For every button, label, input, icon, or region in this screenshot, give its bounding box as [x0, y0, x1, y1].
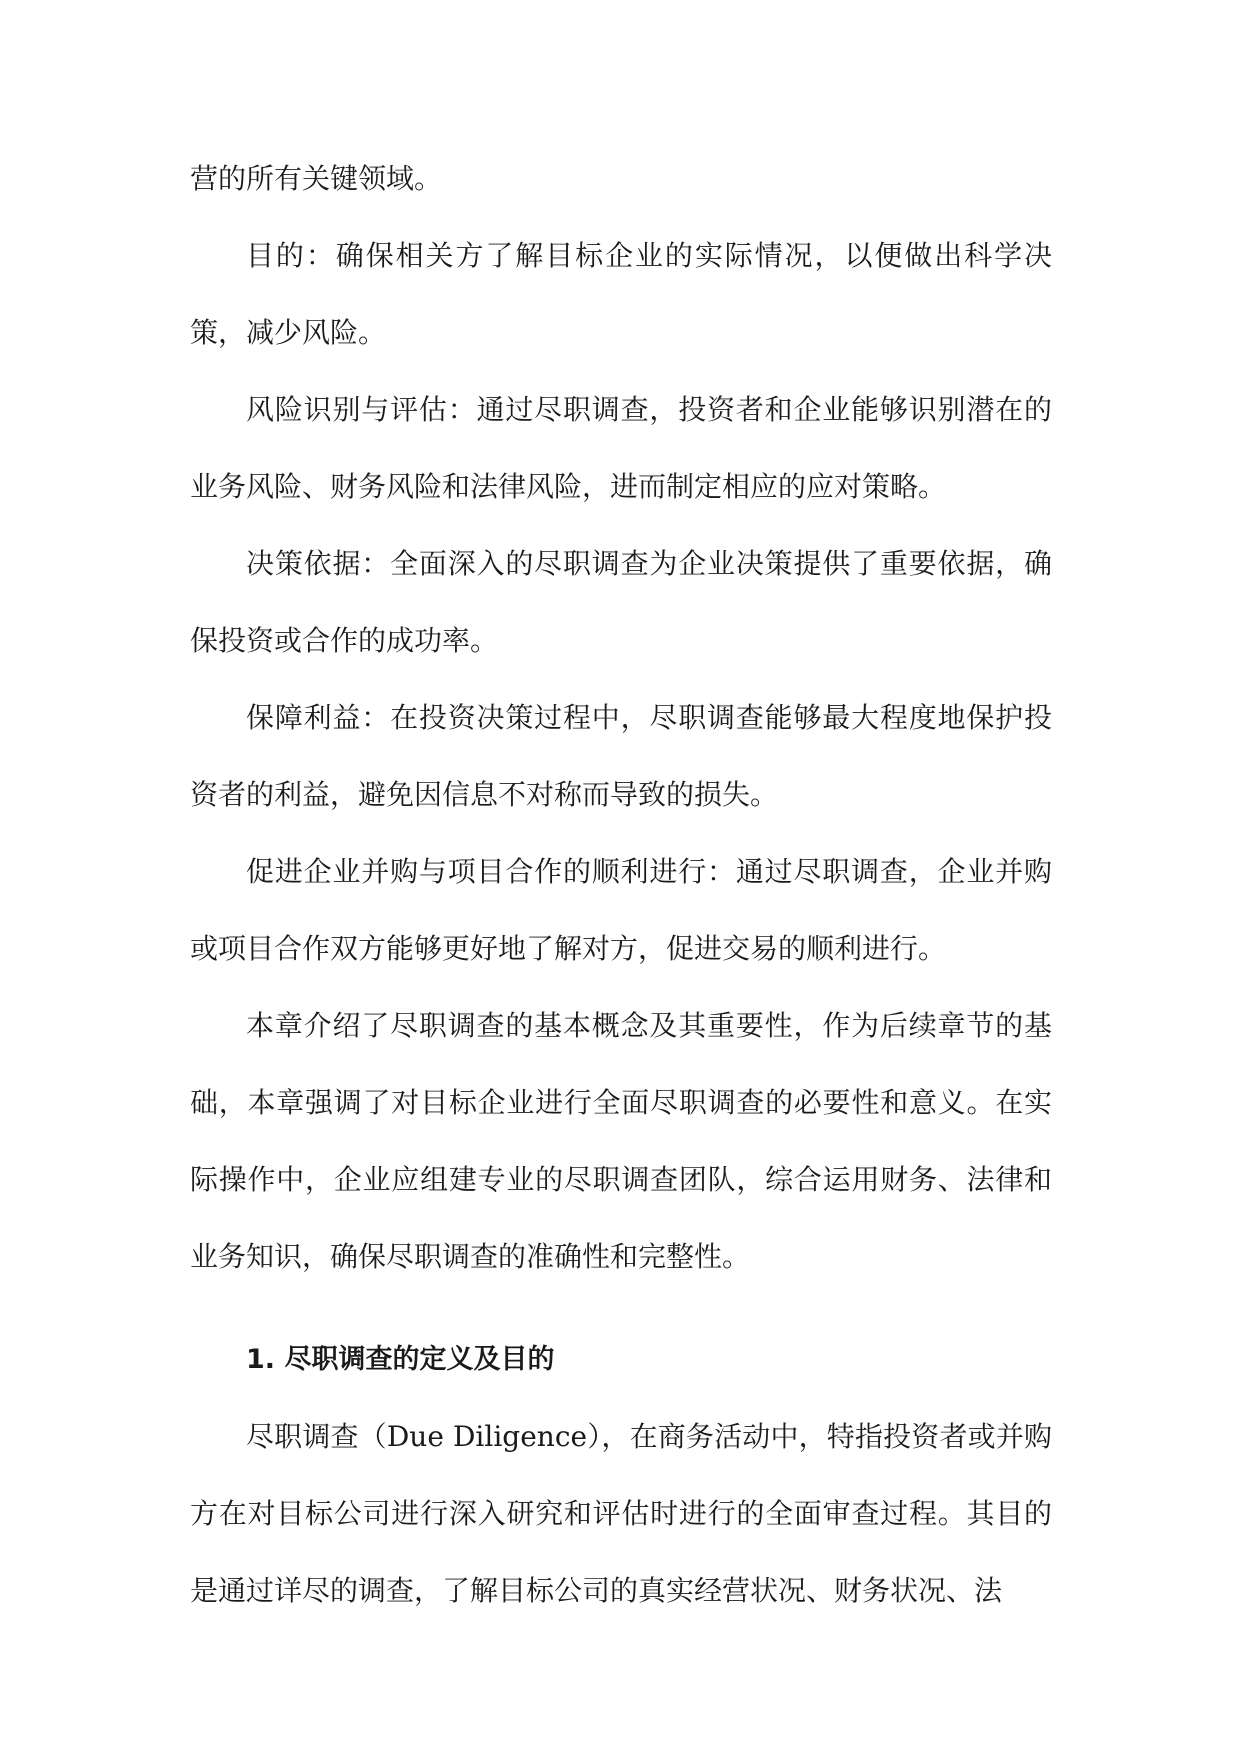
paragraph-risk-identification: 风险识别与评估：通过尽职调查，投资者和企业能够识别潜在的业务风险、财务风险和法律风险，进而制定相应的应对策略。 [190, 393, 1052, 503]
paragraph-definition: 尽职调查（Due Diligence），在商务活动中，特指投资者或并购方在对目标公司进行深入研究和评估时进行的全面审查过程。其目的是通过详尽的调查，了解目标公司的真实经营状况、财务状况、法 [190, 1420, 1052, 1607]
paragraph-protect-interests: 保障利益：在投资决策过程中，尽职调查能够最大程度地保护投资者的利益，避免因信息不对称而导致的损失。 [190, 701, 1052, 811]
document-body [190, 140, 1052, 1629]
paragraph-purpose: 目的：确保相关方了解目标企业的实际情况，以便做出科学决策，减少风险。 [190, 239, 1052, 349]
section-heading: 1. 尽职调查的定义及目的 [246, 1344, 555, 1375]
paragraph-mergers-cooperation: 促进企业并购与项目合作的顺利进行：通过尽职调查，企业并购或项目合作双方能够更好地了解对方，促进交易的顺利进行。 [190, 855, 1052, 965]
paragraph-chapter-summary: 本章介绍了尽职调查的基本概念及其重要性，作为后续章节的基础，本章强调了对目标企业进行全面尽职调查的必要性和意义。在实际操作中，企业应组建专业的尽职调查团队，综合运用财务、法律和业务知识，确保尽职调查的准确性和完整性。 [190, 1009, 1052, 1273]
paragraph-decision-basis: 决策依据：全面深入的尽职调查为企业决策提供了重要依据，确保投资或合作的成功率。 [190, 547, 1052, 657]
paragraph-continuation: 营的所有关键领域。 [190, 162, 443, 195]
